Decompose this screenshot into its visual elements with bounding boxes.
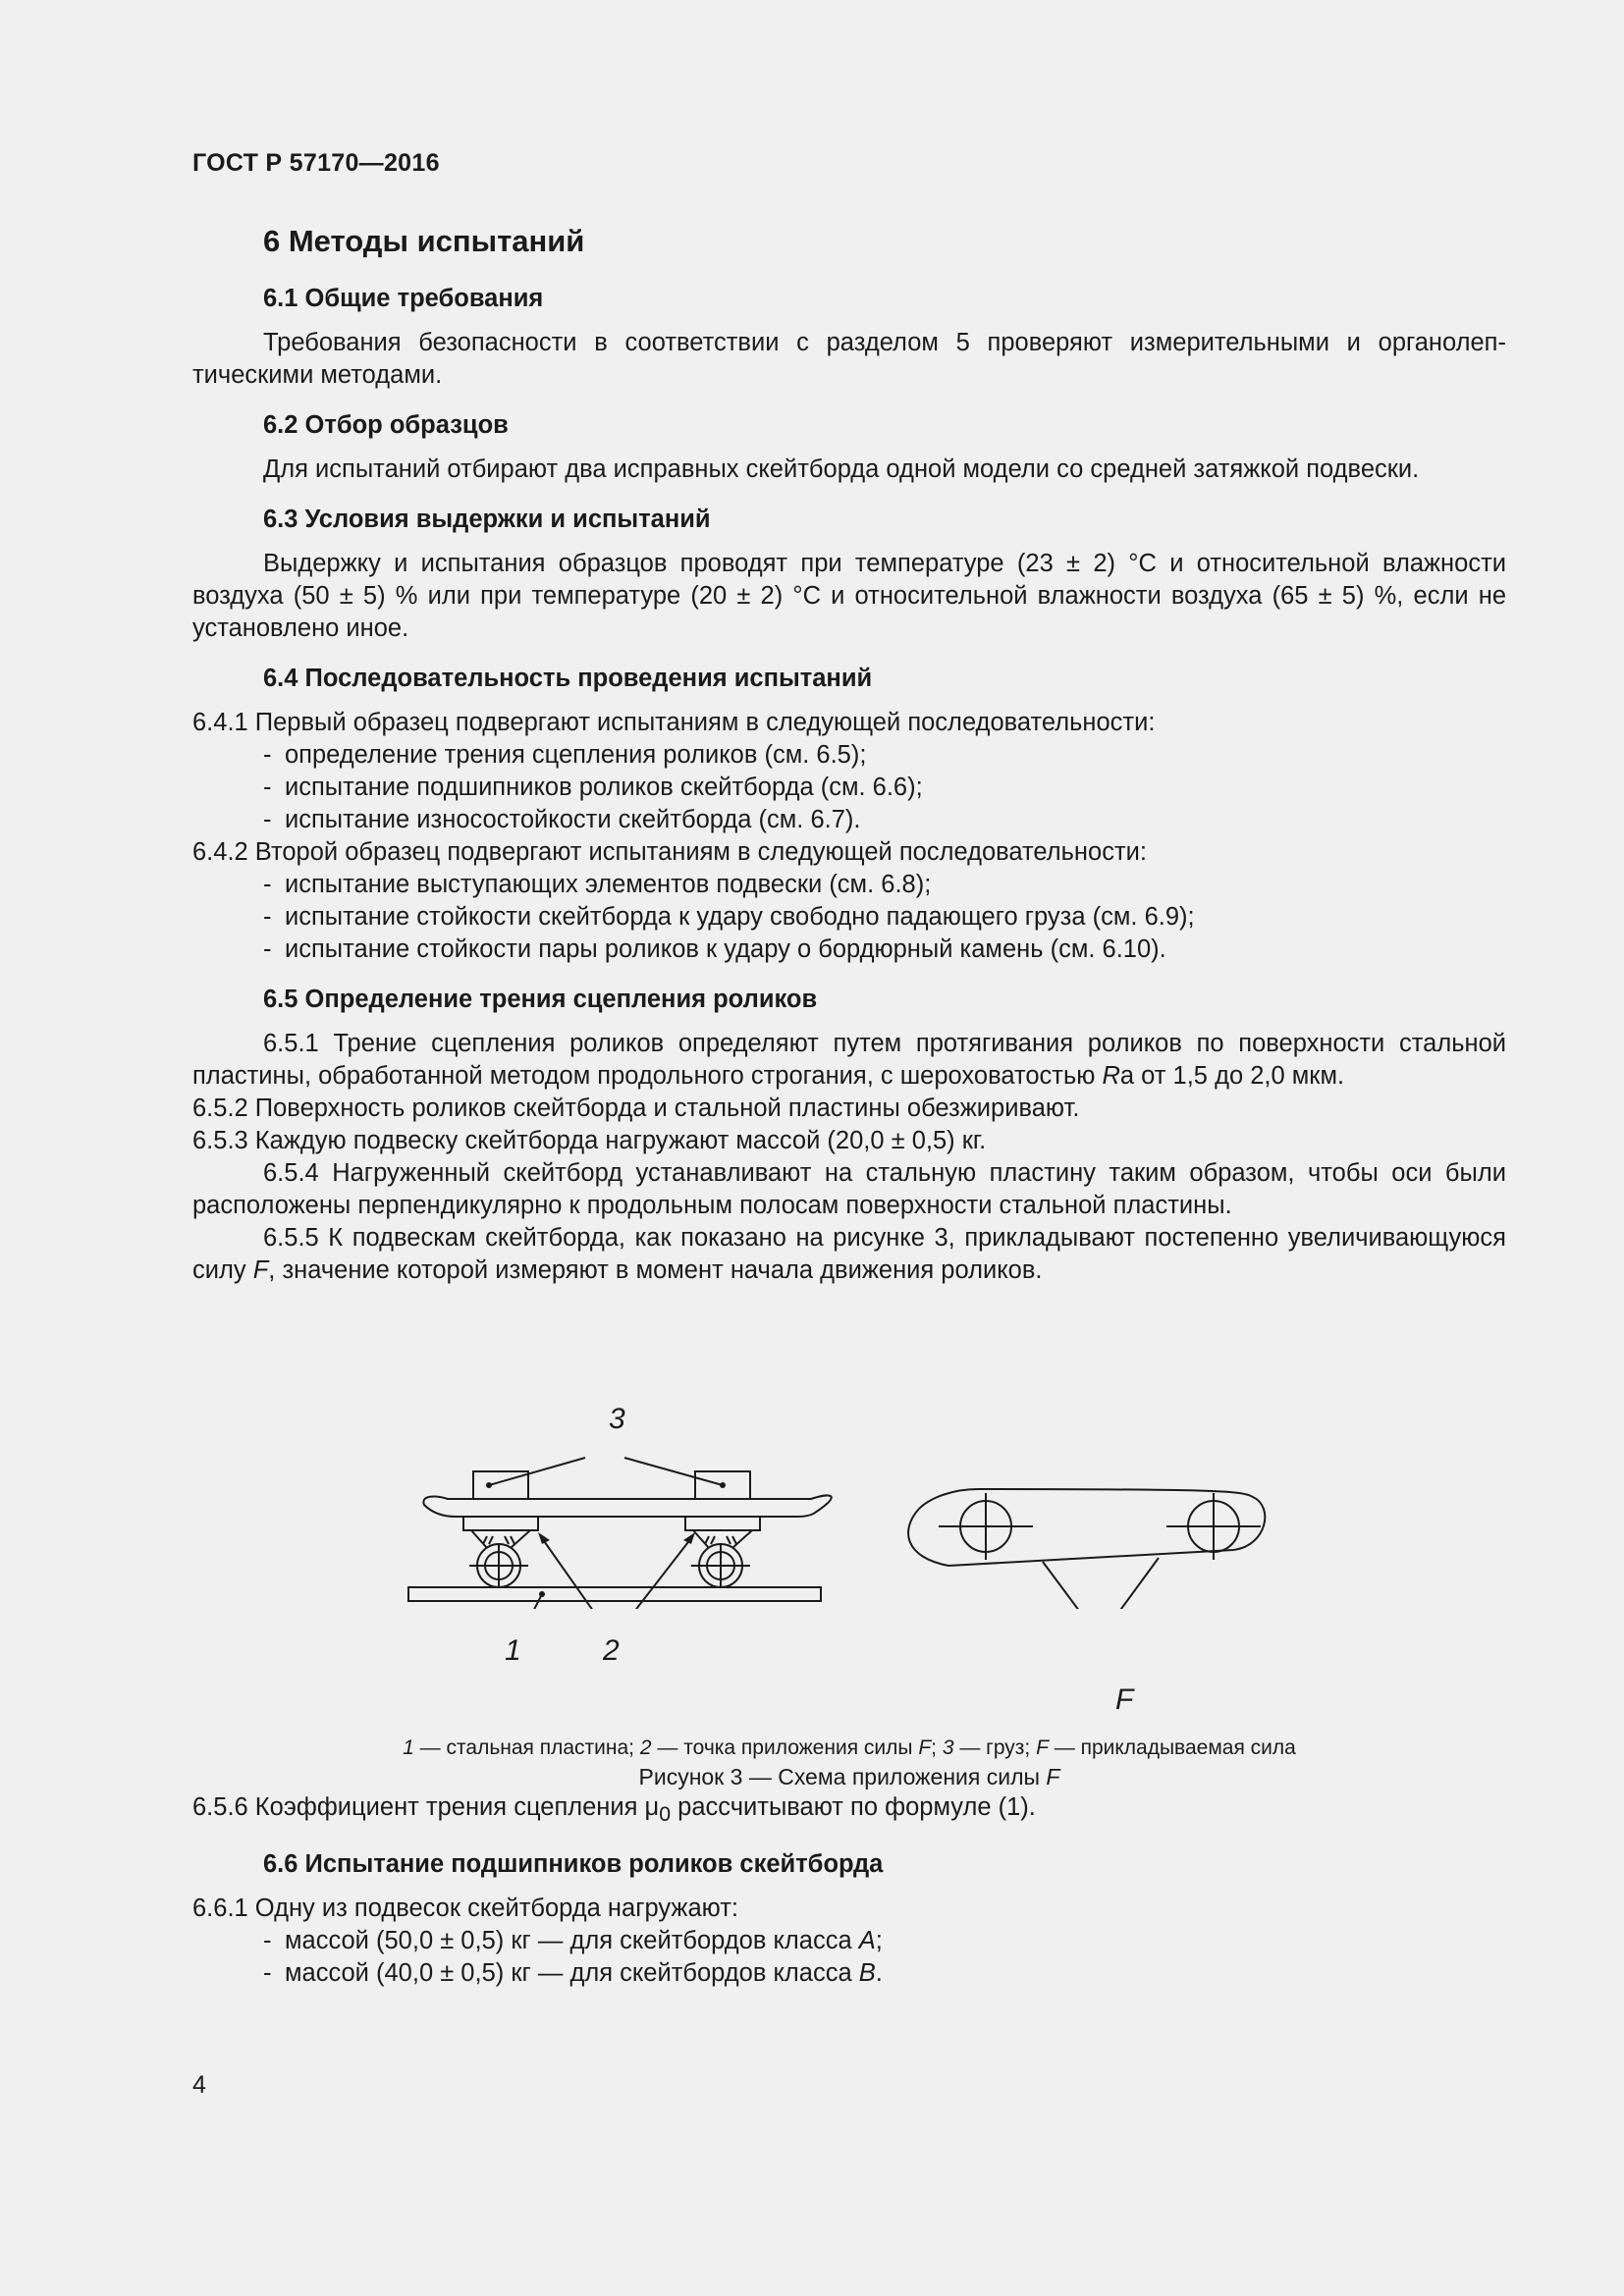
section-title: 6 Методы испытаний <box>263 224 585 258</box>
paragraph-6-5-5: 6.5.5 К подвескам скейтборда, как показано на рисунке 3, прикладывают постепенно увеличивающуюся силу F, значение которой измеряют в момент начала движения роликов. <box>192 1224 1506 1284</box>
truck-baseplate-left <box>463 1517 538 1530</box>
subsection-6-1-text: Требования безопасности в соответствии с разделом 5 проверяют измерительными и органолептическими методами. <box>192 329 1506 389</box>
paragraph-6-6-1: 6.6.1 Одну из подвесок скейтборда нагружают: <box>192 1895 738 1923</box>
paragraph-6-5-4: 6.5.4 Нагруженный скейтборд устанавливают на стальную пластину таким образом, чтобы оси были расположены перпендикулярно к продольным полосам поверхности стальной пластины. <box>192 1159 1506 1219</box>
document-code: ГОСТ Р 57170—2016 <box>192 149 440 177</box>
figure-label-f: F <box>1115 1683 1134 1716</box>
steel-plate <box>408 1587 821 1601</box>
page-number: 4 <box>192 2071 206 2099</box>
list-item: - испытание износостойкости скейтборда (см. 6.7). <box>263 806 861 833</box>
subsection-6-1-title: 6.1 Общие требования <box>263 285 544 312</box>
figure-3-drawing <box>192 1305 1506 1609</box>
paragraph-6-5-2: 6.5.2 Поверхность роликов скейтборда и стальной пластины обезжиривают. <box>192 1095 1080 1122</box>
figure-caption: Рисунок 3 — Схема приложения силы F <box>638 1764 1060 1789</box>
subsection-6-2-text: Для испытаний отбирают два исправных скейтборда одной модели со средней затяжкой подвески. <box>263 455 1420 483</box>
list-item: - испытание стойкости пары роликов к удару о бордюрный камень (см. 6.10). <box>263 935 1166 963</box>
figure-label-1: 1 <box>505 1634 521 1667</box>
list-item: - массой (40,0 ± 0,5) кг — для скейтбордов класса В. <box>263 1959 883 1988</box>
list-item: - испытание подшипников роликов скейтборда (см. 6.6); <box>263 774 923 801</box>
list-item: - определение трения сцепления роликов (см. 6.5); <box>263 741 867 769</box>
figure-label-3: 3 <box>609 1403 625 1435</box>
list-item: - массой (50,0 ± 0,5) кг — для скейтбордов класса А; <box>263 1927 883 1955</box>
paragraph-6-4-2: 6.4.2 Второй образец подвергают испытаниям в следующей последовательности: <box>192 838 1147 866</box>
paragraph-6-4-1: 6.4.1 Первый образец подвергают испытаниям в следующей последовательности: <box>192 709 1156 736</box>
subsection-6-3-text: Выдержку и испытания образцов проводят при температуре (23 ± 2) °С и относительной влажности воздуха (50 ± 5) % или при температуре (20 ± 2) °С и относительной влажности воздуха (65 ± 5) %, если не установлено иное. <box>192 550 1506 642</box>
figure-label-2: 2 <box>603 1634 620 1667</box>
content <box>192 222 1506 1990</box>
figure-3 <box>192 1305 1506 1716</box>
paragraph-6-5-6: 6.5.6 Коэффициент трения сцепления $\mu_0$ рассчитывают по формуле (1). <box>192 1793 1036 1827</box>
paragraph-6-5-3: 6.5.3 Каждую подвеску скейтборда нагружают массой (20,0 ± 0,5) кг. <box>192 1127 987 1154</box>
subsection-6-5-title: 6.5 Определение трения сцепления роликов <box>263 986 818 1013</box>
list-item: - испытание стойкости скейтборда к удару свободно падающего груза (см. 6.9); <box>263 903 1195 931</box>
paragraph-6-5-1: 6.5.1 Трение сцепления роликов определяют путем протягивания роликов по поверхности стальной пластины, обработанной методом продольного строгания, с шероховатостью Ra от 1,5 до 2,0 мкм. <box>192 1030 1506 1090</box>
subsection-6-4-title: 6.4 Последовательность проведения испытаний <box>263 665 873 692</box>
subsection-6-6-title: 6.6 Испытание подшипников роликов скейтборда <box>263 1850 884 1879</box>
truck-baseplate-right <box>685 1517 760 1530</box>
list-item: - испытание выступающих элементов подвески (см. 6.8); <box>263 871 932 898</box>
subsection-6-3-title: 6.3 Условия выдержки и испытаний <box>263 506 711 533</box>
subsection-6-2-title: 6.2 Отбор образцов <box>263 411 509 439</box>
figure-legend: 1 — стальная пластина; 2 — точка приложения силы F; 3 — груз; F — прикладываемая сила <box>403 1736 1296 1759</box>
